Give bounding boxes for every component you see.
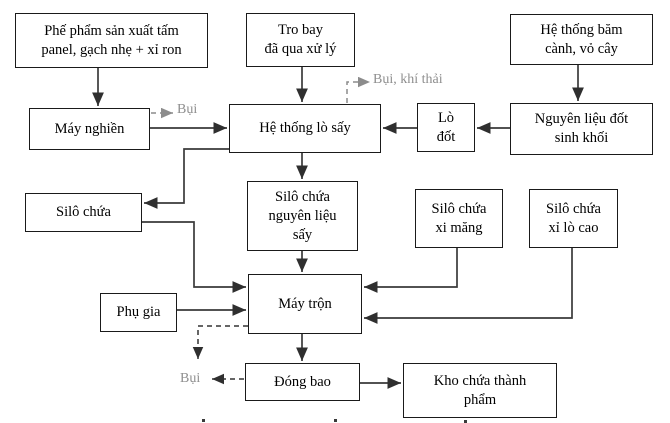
node-label-line: Silô chứa	[431, 200, 487, 217]
node-may-nghien	[29, 108, 150, 150]
arrow-dust-may-tron	[198, 326, 248, 359]
node-label-line: Kho chứa thành	[433, 372, 527, 389]
node-he-thong-lo-say	[229, 104, 381, 153]
node-label-line: đốt	[436, 128, 456, 145]
node-phe-pham	[15, 13, 208, 68]
node-label-line: sinh khối	[554, 130, 609, 146]
node-silo-xi-lo-cao	[529, 189, 618, 248]
node-label-line: Lò	[437, 109, 455, 126]
caption-cutoff-mark	[334, 419, 337, 422]
node-label-line: Máy trộn	[278, 295, 332, 312]
node-label-line: phẩm	[463, 391, 497, 408]
dust-label-may-nghien: Bụi	[177, 102, 198, 117]
arrow-xi-lo-cao-to-may-tron	[364, 248, 572, 318]
node-label-line: xi măng	[435, 219, 483, 236]
node-label-line: xỉ lò cao	[548, 219, 599, 236]
node-lo-dot	[417, 103, 475, 152]
node-label-line: Hệ thống băm	[540, 21, 623, 38]
node-label-line: Đóng bao	[274, 373, 331, 390]
dust-exhaust-label-lo-say: Bụi, khí thải	[373, 72, 443, 87]
node-label-line: đã qua xử lý	[264, 41, 337, 57]
node-nguyen-lieu-dot	[510, 103, 653, 155]
node-label-line: Phụ gia	[116, 304, 161, 320]
node-he-thong-bam	[510, 14, 653, 65]
node-kho-chua	[403, 363, 557, 418]
node-label-line: sấy	[292, 226, 313, 243]
node-label-line: Silô chứa	[275, 188, 330, 205]
node-label-line: panel, gạch nhẹ + xỉ ron	[41, 41, 182, 58]
node-silo-nguyen-lieu-say	[247, 181, 358, 251]
node-silo-chua	[25, 193, 142, 232]
node-label-line: Tro bay	[278, 22, 323, 38]
arrow-silo-chua-to-may-tron	[142, 222, 246, 287]
node-silo-xi-mang	[415, 189, 503, 248]
arrow-lo-say-to-silo-chua	[144, 149, 229, 203]
node-label-line: cành, vỏ cây	[545, 40, 618, 57]
arrow-xi-mang-to-may-tron	[364, 248, 457, 287]
dust-label-dong-bao: Bụi	[180, 371, 201, 386]
node-label-line: Máy nghiền	[54, 120, 125, 137]
node-dong-bao	[245, 363, 360, 401]
caption-cutoff-mark	[202, 419, 205, 422]
node-label-line: Silô chứa	[546, 200, 601, 217]
node-label-line: Silô chứa	[56, 204, 111, 220]
arrow-dust-exhaust-lo-say	[347, 82, 370, 103]
node-label-line: Hệ thống lò sấy	[259, 120, 351, 136]
node-phu-gia	[100, 293, 177, 332]
node-label-line: Nguyên liệu đốt	[534, 111, 629, 127]
node-label-line: Phế phẩm sản xuất tấm	[44, 22, 179, 39]
node-label-line: nguyên liệu	[268, 207, 337, 224]
node-tro-bay	[246, 13, 355, 67]
node-may-tron	[248, 274, 362, 334]
